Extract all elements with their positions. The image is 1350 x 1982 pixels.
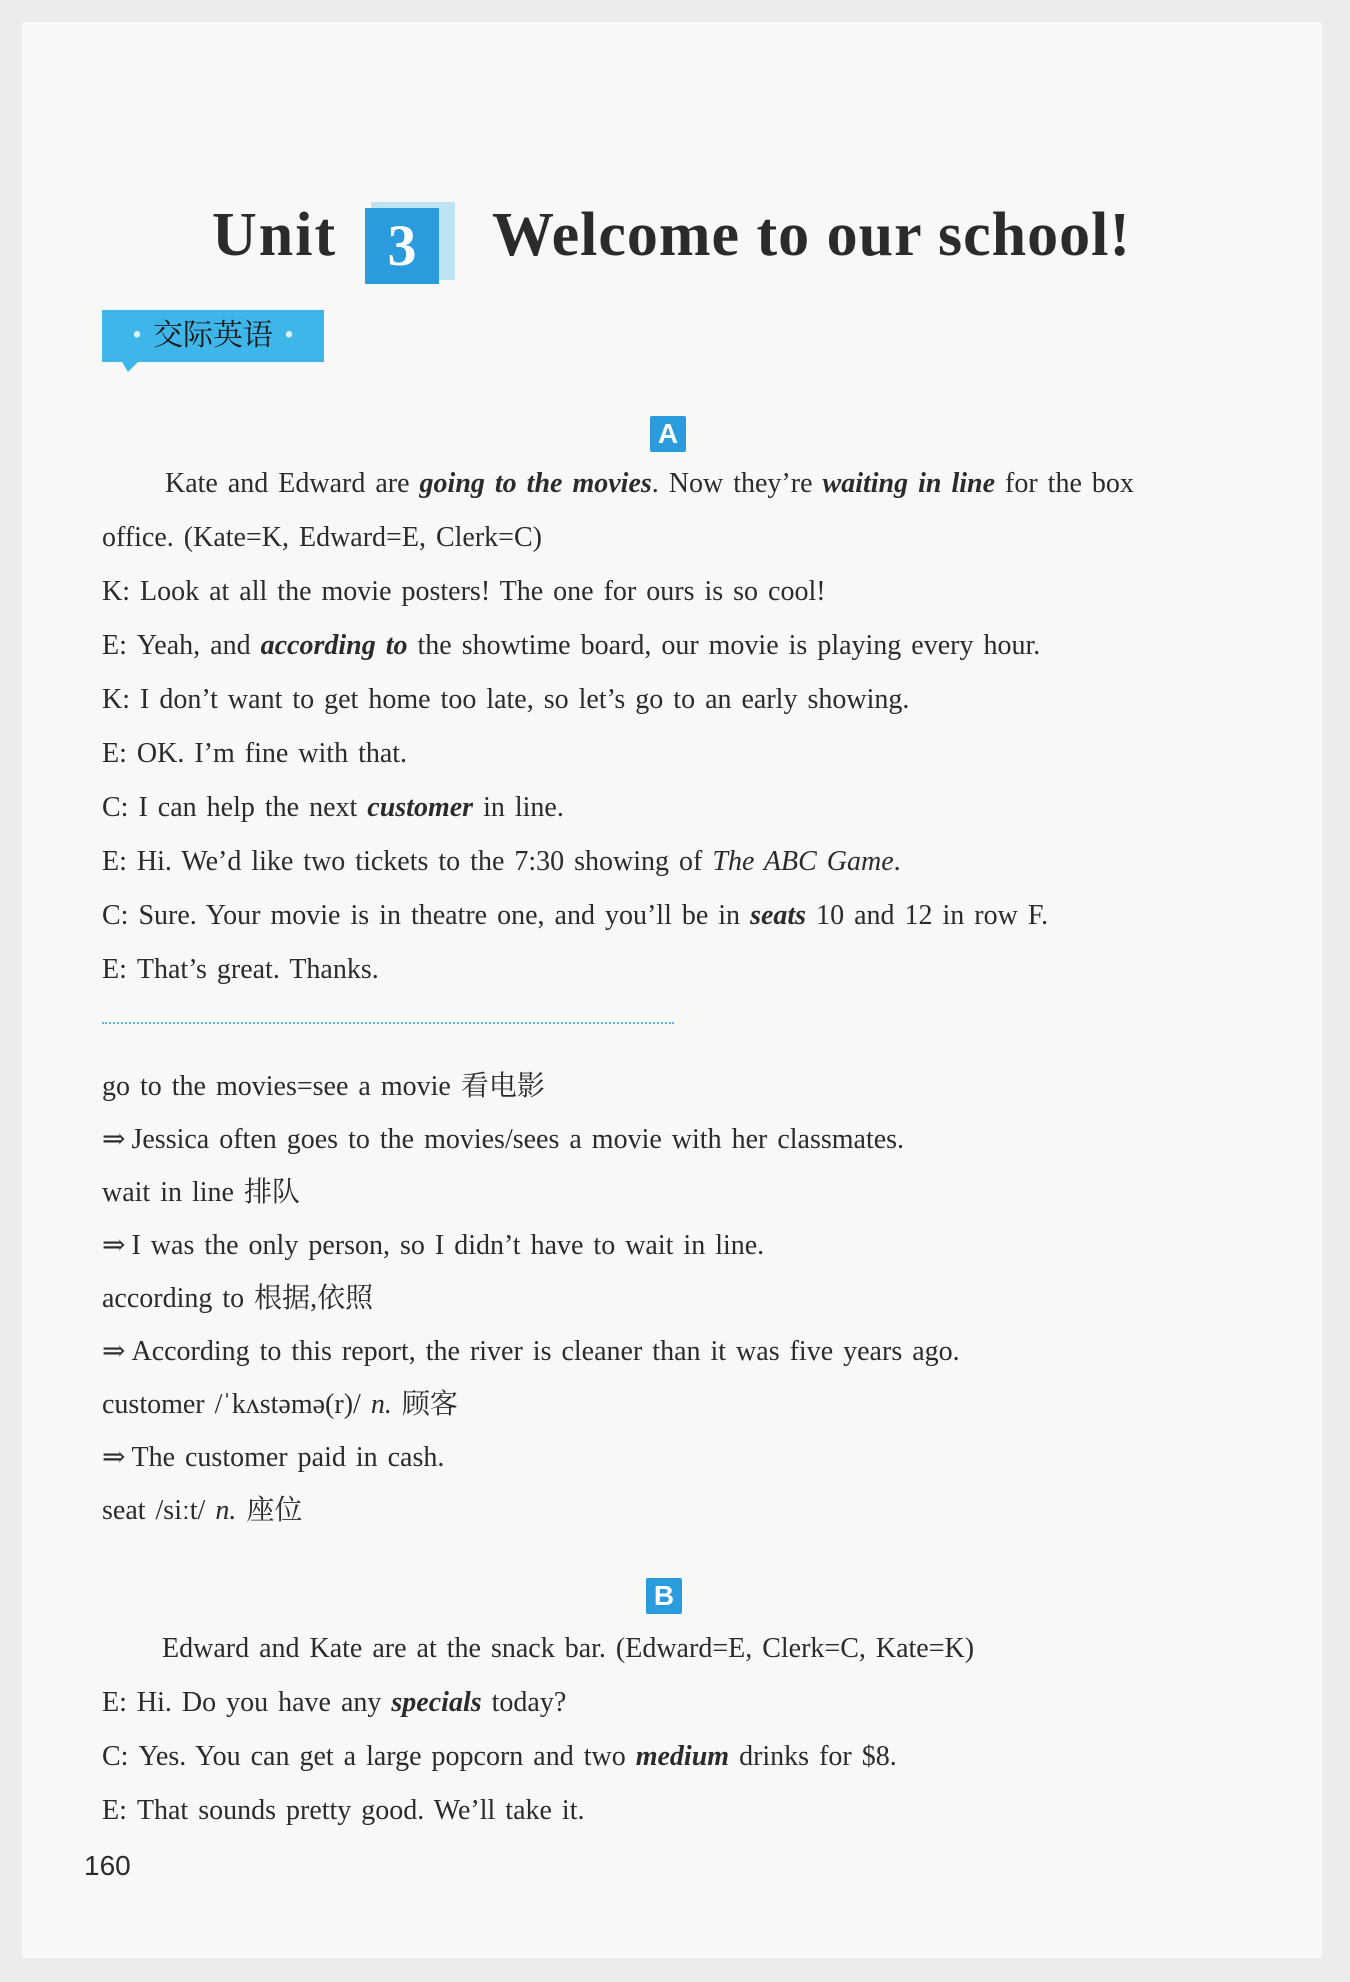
dialogue-line: E: Hi. We’d like two tickets to the 7:30 showing of The ABC Game. xyxy=(102,846,901,877)
keyword: waiting in line xyxy=(822,468,996,499)
part-of-speech: n. xyxy=(370,1389,392,1420)
keyword: specials xyxy=(391,1687,482,1718)
movie-title: The ABC Game xyxy=(712,846,894,877)
vocab-term: according to 根据,依照 xyxy=(102,1283,374,1314)
part-of-speech: n. xyxy=(215,1495,237,1526)
dialogue-line: C: Sure. Your movie is in theatre one, and you’ll be in seats 10 and 12 in row F. xyxy=(102,900,1049,931)
page-number: 160 xyxy=(84,1850,131,1881)
dialogue-line: E: OK. I’m fine with that. xyxy=(102,738,408,769)
arrow-icon: ⇒ xyxy=(102,1336,126,1367)
speaker: K: xyxy=(102,684,130,715)
speaker: C: xyxy=(102,1741,129,1772)
vocab-term: customer /ˈkʌstəmə(r)/ n. 顾客 xyxy=(102,1389,458,1420)
arrow-icon: ⇒ xyxy=(102,1124,126,1155)
section-b-intro: Edward and Kate are at the snack bar. (Edward=E, Clerk=C, Kate=K) xyxy=(162,1633,975,1664)
dialogue-line: E: Yeah, and according to the showtime board, our movie is playing every hour. xyxy=(102,630,1041,661)
tag-dot-left: • xyxy=(130,323,144,349)
section-b-badge: B xyxy=(646,1578,682,1614)
speaker: E: xyxy=(102,1687,127,1718)
dotted-divider xyxy=(102,1022,674,1024)
unit-label: Unit xyxy=(212,201,338,269)
textbook-page xyxy=(22,22,1322,1958)
speaker: C: xyxy=(102,900,129,931)
vocab-term: wait in line 排队 xyxy=(102,1177,300,1208)
keyword: customer xyxy=(367,792,474,823)
arrow-icon: ⇒ xyxy=(102,1230,126,1261)
dialogue-line: E: That sounds pretty good. We’ll take it. xyxy=(102,1795,585,1826)
unit-title: Welcome to our school! xyxy=(492,201,1132,269)
dialogue-line: C: I can help the next customer in line. xyxy=(102,792,564,823)
vocab-example: ⇒ According to this report, the river is cleaner than it was five years ago. xyxy=(102,1336,960,1367)
section-a-badge: A xyxy=(650,416,686,452)
vocab-example: ⇒ The customer paid in cash. xyxy=(102,1442,445,1473)
section-a-intro-line-2: office. (Kate=K, Edward=E, Clerk=C) xyxy=(102,522,542,553)
keyword: seats xyxy=(750,900,807,931)
speaker: E: xyxy=(102,1795,127,1826)
speaker: E: xyxy=(102,738,127,769)
speaker: C: xyxy=(102,792,129,823)
keyword: according to xyxy=(260,630,408,661)
dialogue-line: K: I don’t want to get home too late, so let’s go to an early showing. xyxy=(102,684,910,715)
dialogue-line: E: Hi. Do you have any specials today? xyxy=(102,1687,567,1718)
tag-dot-right: • xyxy=(282,323,296,349)
vocab-term: seat /siːt/ n. 座位 xyxy=(102,1495,303,1526)
speaker: E: xyxy=(102,846,127,877)
speaker: E: xyxy=(102,630,127,661)
vocab-term: go to the movies=see a movie 看电影 xyxy=(102,1071,545,1102)
keyword: going to the movies xyxy=(419,468,652,499)
vocab-example: ⇒ Jessica often goes to the movies/sees a movie with her classmates. xyxy=(102,1124,905,1155)
tag-pointer xyxy=(122,362,138,372)
speaker: K: xyxy=(102,576,130,607)
dialogue-line: E: That’s great. Thanks. xyxy=(102,954,379,985)
section-a-intro-line-1: Kate and Edward are going to the movies. Now they’re waiting in line for the box xyxy=(165,468,1134,499)
keyword: medium xyxy=(635,1741,730,1772)
vocab-example: ⇒ I was the only person, so I didn’t have to wait in line. xyxy=(102,1230,765,1261)
dialogue-line: C: Yes. You can get a large popcorn and two medium drinks for $8. xyxy=(102,1741,897,1772)
arrow-icon: ⇒ xyxy=(102,1442,126,1473)
unit-number-badge: 3 xyxy=(365,208,439,284)
section-tag-label: 交际英语 xyxy=(153,318,273,353)
section-tag xyxy=(102,310,324,362)
dialogue-line: K: Look at all the movie posters! The one for ours is so cool! xyxy=(102,576,826,607)
speaker: E: xyxy=(102,954,127,985)
